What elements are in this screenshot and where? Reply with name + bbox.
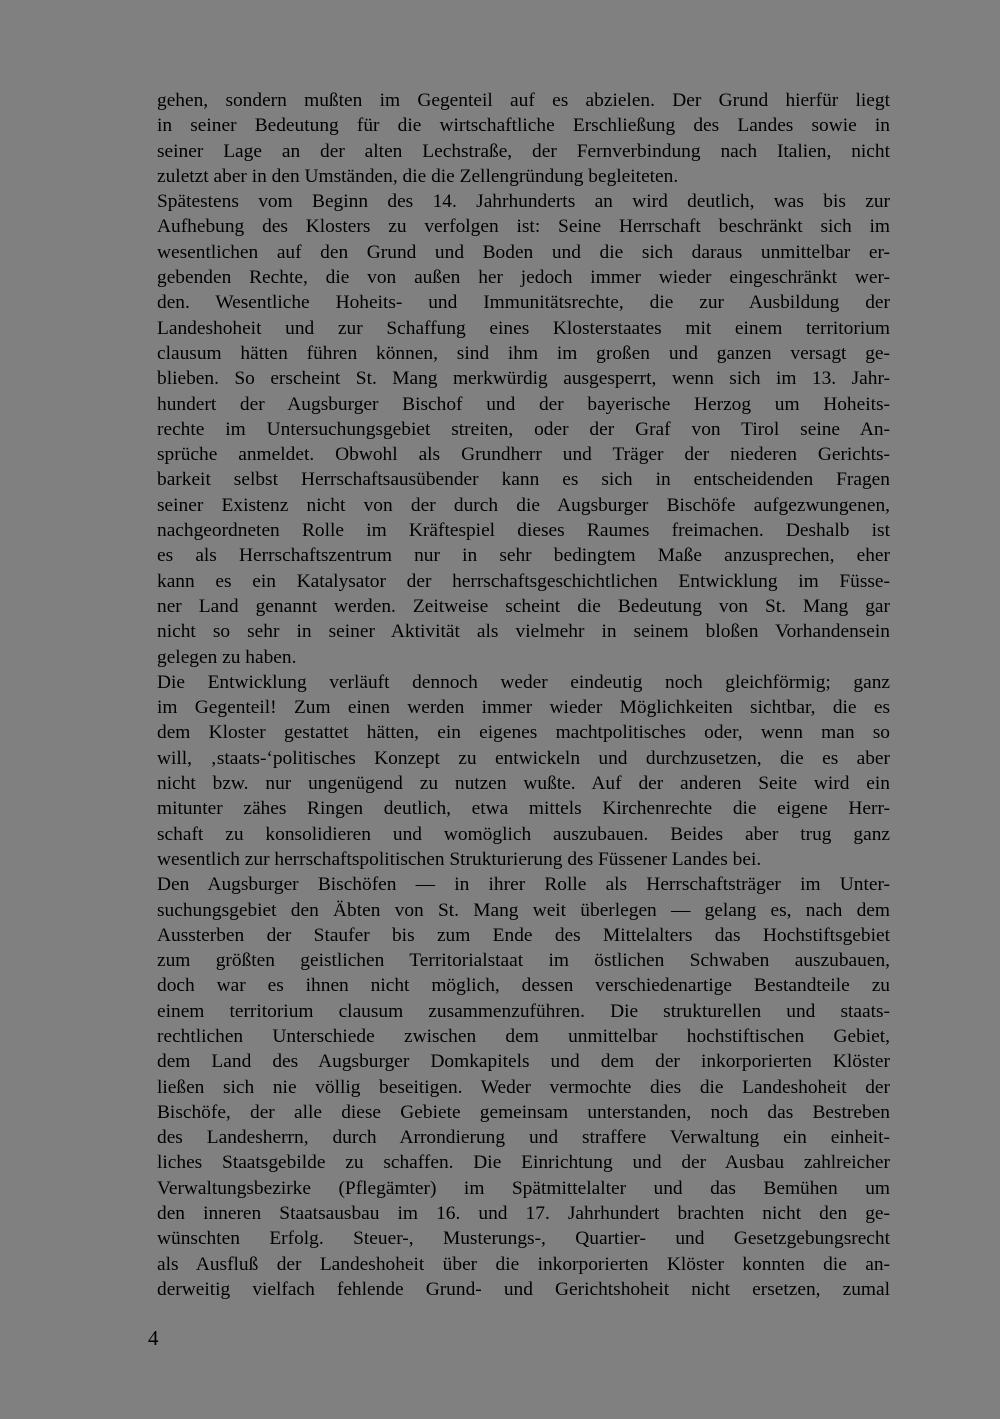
- text-line: wesentlichen auf den Grund und Boden und die sich daraus unmittelbar er-: [157, 241, 890, 263]
- text-line: derweitig vielfach fehlende Grund- und Gerichtshoheit nicht ersetzen, zumal: [157, 1278, 890, 1300]
- text-line: rechte im Untersuchungsgebiet streiten, oder der Graf von Tirol seine An-: [157, 418, 890, 440]
- text-line: des Landesherrn, durch Arrondierung und straffere Verwaltung ein einheit-: [157, 1127, 890, 1149]
- text-line: kann es ein Katalysator der herrschaftsgeschichtlichen Entwicklung im Füsse-: [157, 570, 890, 592]
- text-line: Die Entwicklung verläuft dennoch weder eindeutig noch gleichförmig; ganz: [157, 671, 890, 693]
- body-text: [157, 88, 890, 1302]
- text-line: mitunter zähes Ringen deutlich, etwa mittels Kirchenrechte die eigene Herr-: [157, 798, 890, 820]
- text-line: seiner Lage an der alten Lechstraße, der Fernverbindung nach Italien, nicht: [157, 140, 890, 162]
- text-line: den inneren Staatsausbau im 16. und 17. Jahrhundert brachten nicht den ge-: [157, 1203, 890, 1225]
- text-line: gehen, sondern mußten im Gegenteil auf es abzielen. Der Grund hierfür liegt: [157, 90, 890, 111]
- text-line: doch war es ihnen nicht möglich, dessen verschiedenartige Bestandteile zu: [157, 975, 890, 997]
- text-line: sprüche anmeldet. Obwohl als Grundherr und Träger der niederen Gerichts-: [157, 444, 890, 466]
- text-line: hundert der Augsburger Bischof und der bayerische Herzog um Hoheits-: [157, 393, 890, 415]
- text-line: Landeshoheit und zur Schaffung eines Klosterstaates mit einem territorium: [157, 317, 890, 339]
- text-line: Spätestens vom Beginn des 14. Jahrhunderts an wird deutlich, was bis zur: [157, 191, 890, 213]
- text-line: blieben. So erscheint St. Mang merkwürdig ausgesperrt, wenn sich im 13. Jahr-: [157, 368, 890, 390]
- text-line: wesentlich zur herrschaftspolitischen Strukturierung des Füssener Landes bei.: [157, 848, 762, 870]
- text-line: will, ‚staats-‘politisches Konzept zu entwickeln und durchzusetzen, die es aber: [157, 747, 890, 769]
- text-line: es als Herrschaftszentrum nur in sehr bedingtem Maße anzusprechen, eher: [157, 545, 890, 567]
- text-line: Aussterben der Staufer bis zum Ende des Mittelalters das Hochstiftsgebiet: [157, 924, 890, 946]
- text-line: einem territorium clausum zusammenzuführen. Die strukturellen und staats-: [157, 1000, 890, 1022]
- text-line: Bischöfe, der alle diese Gebiete gemeinsam unterstanden, noch das Bestreben: [157, 1101, 890, 1123]
- text-line: zuletzt aber in den Umständen, die die Zellengründung begleiteten.: [157, 165, 679, 187]
- text-line: im Gegenteil! Zum einen werden immer wieder Möglichkeiten sichtbar, die es: [157, 697, 890, 719]
- text-line: barkeit selbst Herrschaftsausübender kann es sich in entscheidenden Fragen: [157, 469, 890, 491]
- page-number: 4: [148, 1326, 159, 1350]
- text-line: ließen sich nie völlig beseitigen. Weder vermochte dies die Landeshoheit der: [157, 1076, 890, 1098]
- text-line: nicht bzw. nur ungenügend zu nutzen wußte. Auf der anderen Seite wird ein: [157, 773, 890, 795]
- text-line: dem Land des Augsburger Domkapitels und dem der inkorporierten Klöster: [157, 1051, 890, 1073]
- text-line: wünschten Erfolg. Steuer-, Musterungs-, Quartier- und Gesetzgebungsrecht: [157, 1228, 890, 1250]
- text-line: suchungsgebiet den Äbten von St. Mang weit überlegen — gelang es, nach dem: [157, 899, 890, 921]
- text-line: Den Augsburger Bischöfen — in ihrer Rolle als Herrschaftsträger im Unter-: [157, 874, 890, 896]
- text-line: rechtlichen Unterschiede zwischen dem unmittelbar hochstiftischen Gebiet,: [157, 1025, 890, 1047]
- text-line: nachgeordneten Rolle im Kräftespiel dieses Raumes freimachen. Deshalb ist: [157, 520, 890, 542]
- text-line: schaft zu konsolidieren und womöglich auszubauen. Beides aber trug ganz: [157, 823, 890, 845]
- text-line: clausum hätten führen können, sind ihm im großen und ganzen versagt ge-: [157, 342, 890, 364]
- text-line: ner Land genannt werden. Zeitweise scheint die Bedeutung von St. Mang gar: [157, 595, 890, 617]
- text-line: liches Staatsgebilde zu schaffen. Die Einrichtung und der Ausbau zahlreicher: [157, 1152, 890, 1174]
- text-line: zum größten geistlichen Territorialstaat im östlichen Schwaben auszubauen,: [157, 950, 890, 972]
- text-line: in seiner Bedeutung für die wirtschaftliche Erschließung des Landes sowie in: [157, 115, 890, 137]
- text-line: den. Wesentliche Hoheits- und Immunitätsrechte, die zur Ausbildung der: [157, 292, 890, 314]
- text-line: seiner Existenz nicht von der durch die Augsburger Bischöfe aufgezwungenen,: [157, 494, 890, 516]
- text-line: gebenden Rechte, die von außen her jedoch immer wieder eingeschränkt wer-: [157, 267, 890, 289]
- text-line: gelegen zu haben.: [157, 646, 297, 668]
- text-line: nicht so sehr in seiner Aktivität als vielmehr in seinem bloßen Vorhandensein: [157, 621, 890, 643]
- text-line: Aufhebung des Klosters zu verfolgen ist: Seine Herrschaft beschränkt sich im: [157, 216, 890, 238]
- text-line: dem Kloster gestattet hätten, ein eigenes machtpolitisches oder, wenn man so: [157, 722, 890, 744]
- text-line: Verwaltungsbezirke (Pflegämter) im Spätmittelalter und das Bemühen um: [157, 1177, 890, 1199]
- text-line: als Ausfluß der Landeshoheit über die inkorporierten Klöster konnten die an-: [157, 1253, 890, 1275]
